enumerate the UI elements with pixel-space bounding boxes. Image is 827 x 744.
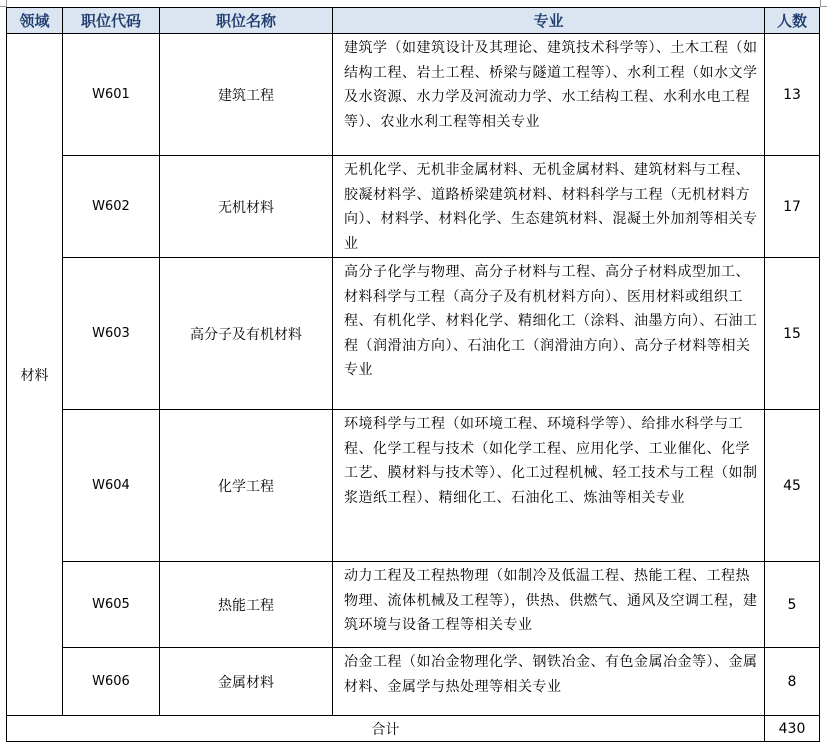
position-code: W606 [63, 648, 160, 716]
positions-table [6, 7, 820, 742]
position-name: 金属材料 [160, 648, 333, 716]
position-code: W602 [63, 156, 160, 258]
position-count: 45 [765, 410, 820, 562]
header-code: 职位代码 [63, 8, 160, 34]
position-major: 动力工程及工程热物理（如制冷及低温工程、热能工程、工程热物理、流体机械及工程等），供热、供燃气、通风及空调工程，建筑环境与设备工程等相关专业 [333, 562, 765, 648]
total-value: 430 [765, 716, 820, 742]
total-label: 合计 [7, 716, 765, 742]
position-name: 热能工程 [160, 562, 333, 648]
header-name: 职位名称 [160, 8, 333, 34]
position-name: 无机材料 [160, 156, 333, 258]
corner-mark-top-right [820, 0, 827, 7]
position-major: 冶金工程（如冶金物理化学、钢铁冶金、有色金属冶金等）、金属材料、金属学与热处理等相关专业 [333, 648, 765, 716]
position-code: W601 [63, 34, 160, 156]
header-row [7, 8, 820, 34]
table-row [7, 410, 820, 562]
table-row [7, 648, 820, 716]
position-major: 环境科学与工程（如环境工程、环境科学等）、给排水科学与工程、化学工程与技术（如化学工程、应用化学、工业催化、化学工艺、膜材料与技术等）、化工过程机械、轻工技术与工程（如制浆造纸工程）、精细化工、石油化工、炼油等相关专业 [333, 410, 765, 562]
position-count: 8 [765, 648, 820, 716]
field-cell: 材料 [7, 34, 63, 716]
position-major: 无机化学、无机非金属材料、无机金属材料、建筑材料与工程、胶凝材料学、道路桥梁建筑材料、材料科学与工程（无机材料方向）、材料学、材料化学、生态建筑材料、混凝土外加剂等相关专业 [333, 156, 765, 258]
total-row [7, 716, 820, 742]
table-row [7, 258, 820, 410]
header-field: 领域 [7, 8, 63, 34]
table-row [7, 34, 820, 156]
position-name: 化学工程 [160, 410, 333, 562]
table-row [7, 562, 820, 648]
position-count: 17 [765, 156, 820, 258]
position-major: 高分子化学与物理、高分子材料与工程、高分子材料成型加工、材料科学与工程（高分子及有机材料方向）、医用材料或组织工程、有机化学、材料化学、精细化工（涂料、油墨方向）、石油工程（润滑油方向）、石油化工（润滑油方向）、高分子材料等相关专业 [333, 258, 765, 410]
header-count: 人数 [765, 8, 820, 34]
header-major: 专业 [333, 8, 765, 34]
corner-mark-top-left [0, 0, 7, 7]
position-count: 5 [765, 562, 820, 648]
position-name: 高分子及有机材料 [160, 258, 333, 410]
position-code: W605 [63, 562, 160, 648]
position-count: 13 [765, 34, 820, 156]
position-major: 建筑学（如建筑设计及其理论、建筑技术科学等）、土木工程（如结构工程、岩土工程、桥梁与隧道工程等）、水利工程（如水文学及水资源、水力学及河流动力学、水工结构工程、水利水电工程等）、农业水利工程等相关专业 [333, 34, 765, 156]
position-name: 建筑工程 [160, 34, 333, 156]
position-code: W604 [63, 410, 160, 562]
position-code: W603 [63, 258, 160, 410]
position-count: 15 [765, 258, 820, 410]
table-row [7, 156, 820, 258]
